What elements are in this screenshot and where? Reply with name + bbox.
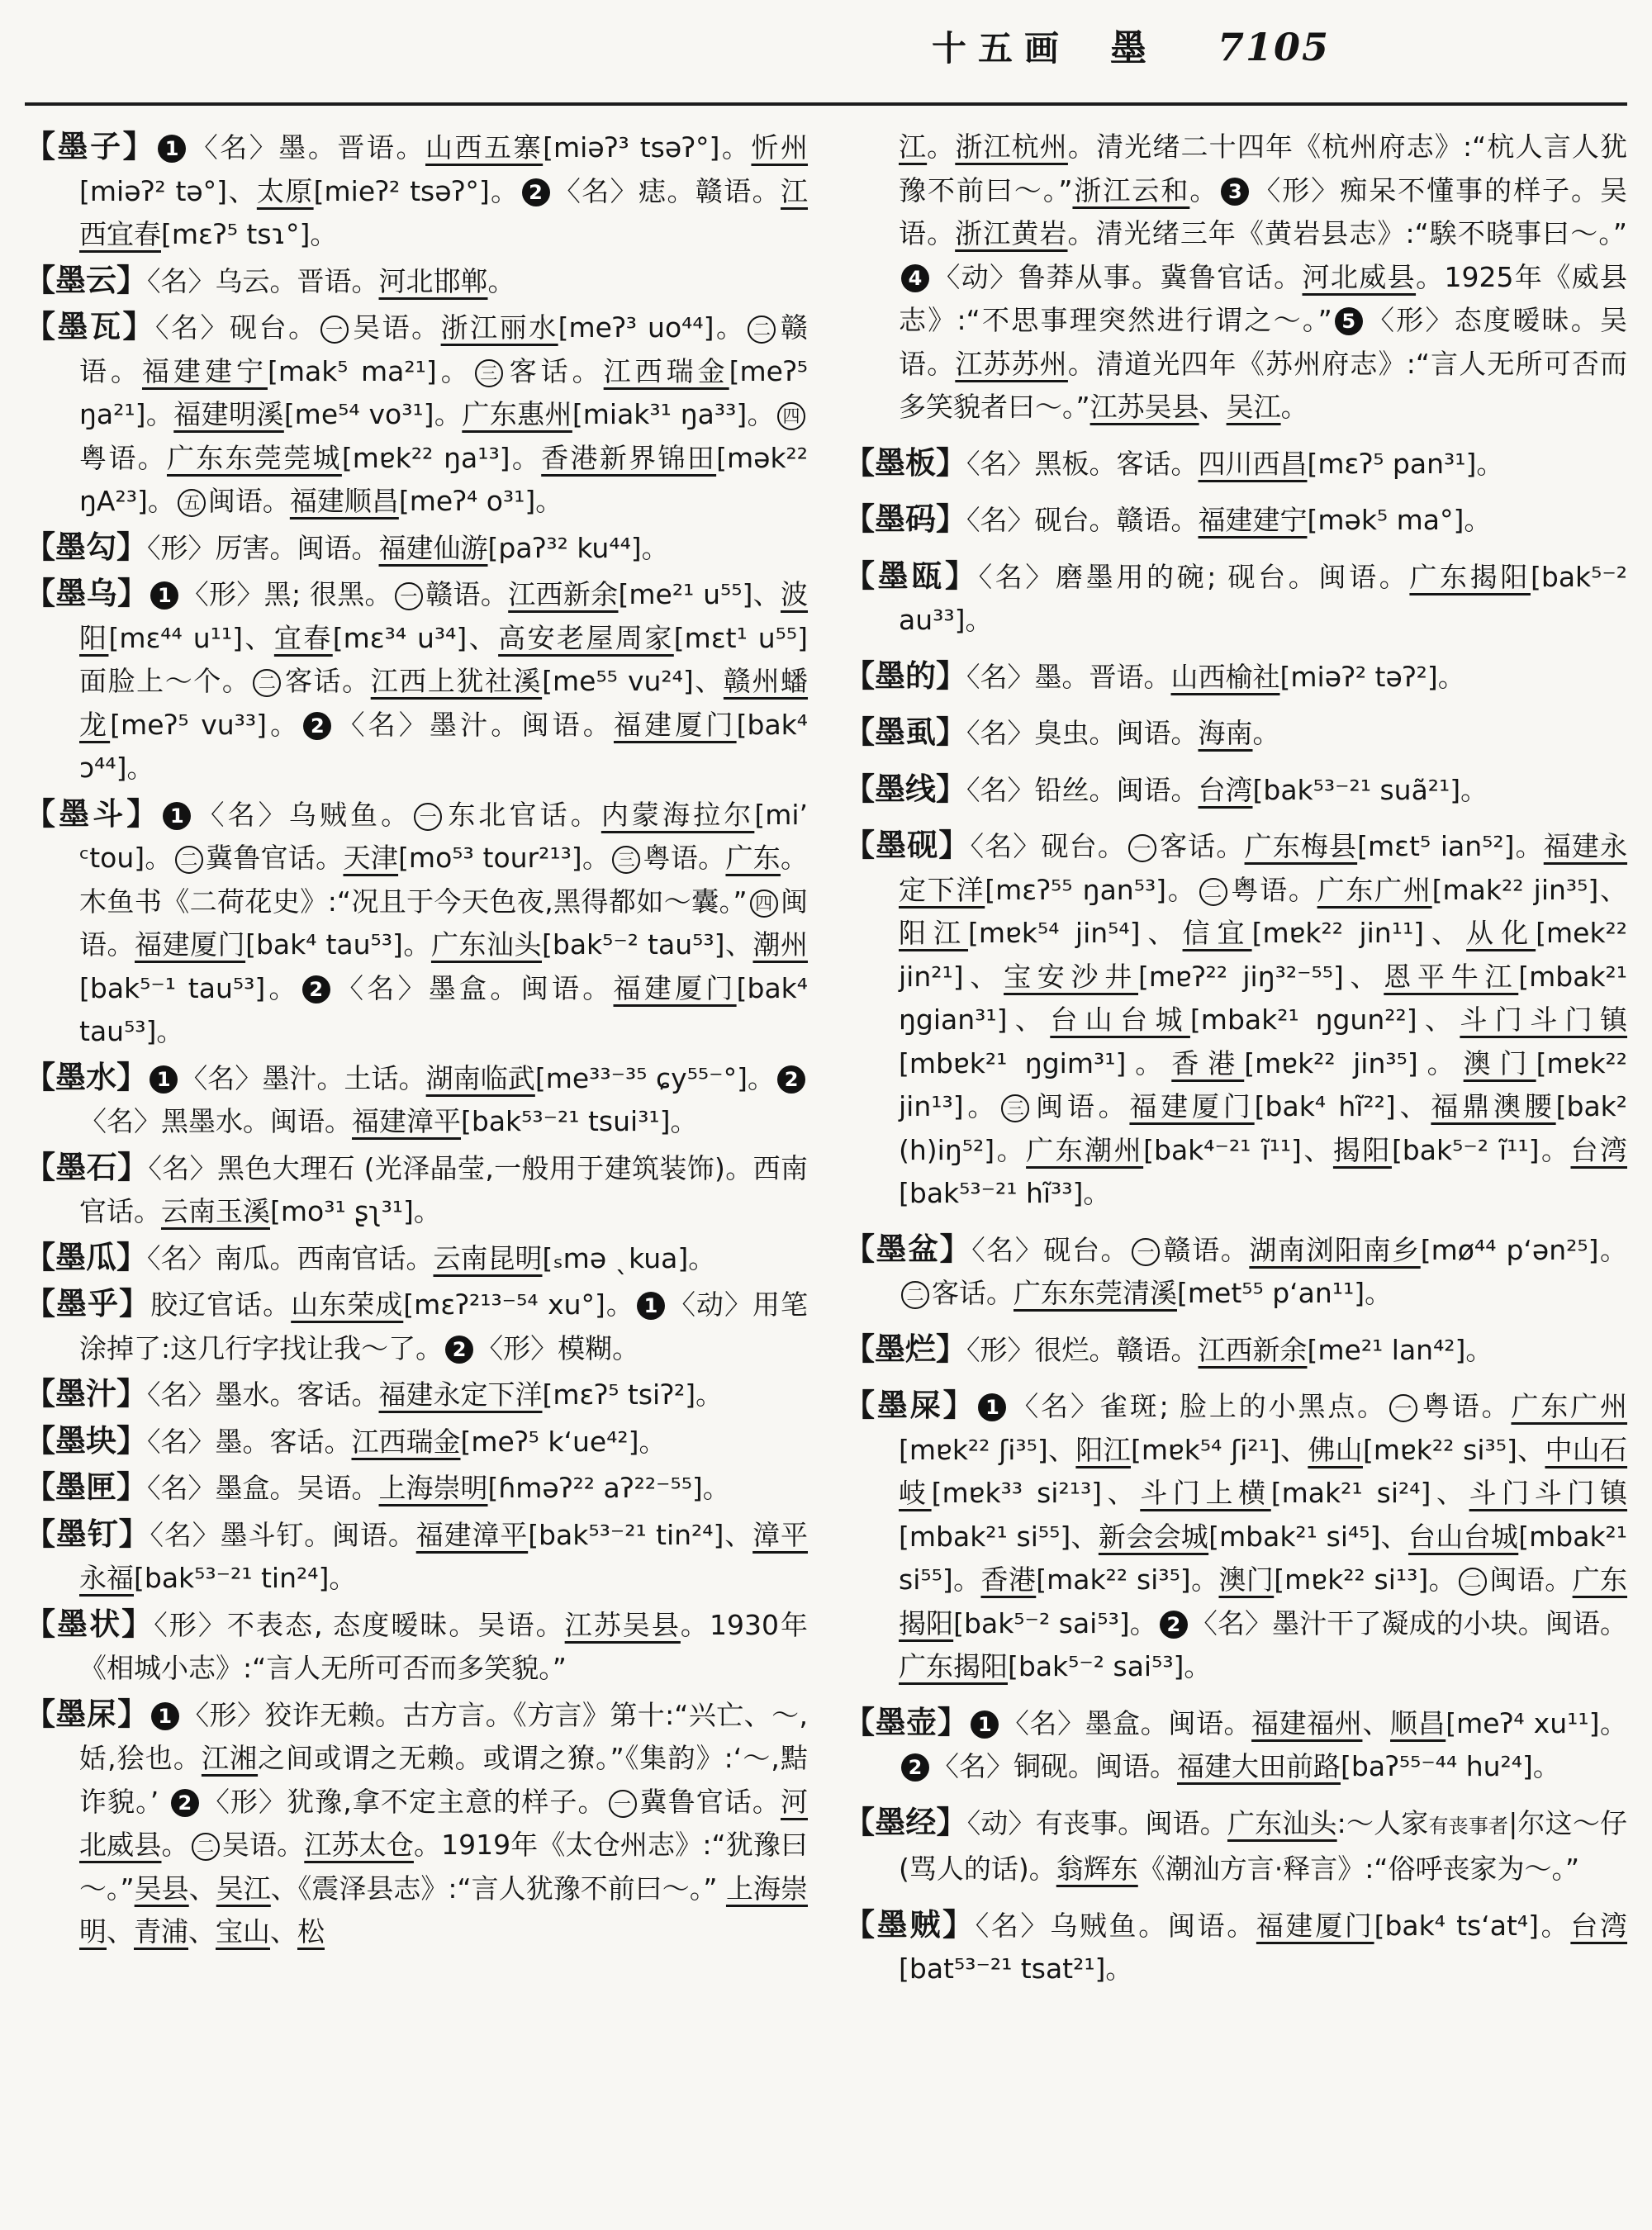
proper-noun: 阳江	[899, 917, 969, 949]
entry-body: 〈名〉铅丝。闽语。台湾[bak⁵³⁻²¹ suã²¹]。	[966, 773, 1488, 806]
subsense-number: 二	[175, 846, 203, 874]
proper-noun: 松	[297, 1915, 325, 1948]
proper-noun: 广东揭阳	[899, 1563, 1628, 1639]
subsense-number: 三	[1001, 1094, 1029, 1122]
proper-noun: 山东荣成	[291, 1288, 404, 1321]
subsense-number: 一	[1389, 1394, 1417, 1422]
entry-headword: 【墨瓜】	[25, 1239, 147, 1275]
proper-noun: 宜春	[273, 621, 333, 654]
proper-noun: 宝安沙井	[1004, 960, 1139, 993]
proper-noun: 福建漳平	[415, 1518, 529, 1551]
sense-number: 1	[978, 1393, 1006, 1421]
dict-entry	[844, 498, 1627, 543]
page-number: 7105	[1217, 25, 1330, 69]
subsense-number: 一	[395, 582, 423, 610]
page-header	[25, 18, 1627, 97]
entry-body: 1 〈名〉墨。晋语。山西五寨[miəʔ³ tsəʔ°]。忻州[miəʔ² tə°]、太原[mieʔ² tsəʔ°]。 2 〈名〉痣。赣语。江西宜春[mɛʔ⁵ tsɿ°]。	[79, 131, 809, 250]
proper-noun: 海南	[1198, 717, 1253, 749]
sense-number: 1	[158, 135, 186, 163]
proper-noun: 内蒙海拉尔	[601, 798, 755, 831]
proper-noun: 云南昆明	[433, 1241, 543, 1274]
subsense-number: 二	[253, 669, 281, 697]
proper-noun: 太原	[256, 174, 314, 207]
proper-noun: 吴县	[134, 1872, 189, 1905]
proper-noun: 忻州	[751, 131, 809, 164]
entry-body: 〈形〉很烂。赣语。江西新余[me²¹ lan⁴²]。	[966, 1333, 1493, 1366]
stroke-section-label: 十五画	[931, 28, 1070, 69]
entry-body: 〈动〉有丧事。闽语。广东汕头:～人家有丧事者|尔这～仔(骂人的话)。翁辉东《潮汕方言·释言》:“俗呼丧家为～。”	[899, 1806, 1628, 1885]
proper-noun: 吴江	[216, 1872, 271, 1905]
proper-noun: 四川西昌	[1198, 447, 1308, 480]
proper-noun: 从化	[1466, 917, 1536, 949]
column-left	[25, 126, 808, 2004]
dict-entry	[25, 526, 808, 571]
entry-body: 〈名〉砚台。 一 客话。广东梅县[mɛt⁵ ian⁵²]。福建永定下洋[mɛʔ⁵⁵ ŋan⁵³]。 二 粤语。广东广州[mak²² jin³⁵]、阳江[mɐk⁵⁴ jin⁵⁴]、信宜[mɐk²² jin¹¹]、从化[mek²² jin²¹]、宝安沙井[mɐʔ²² jiŋ³²⁻⁵⁵]、恩平牛江[mbak²¹ ŋgian³¹]、台山台城[mbak²¹ ŋgun²²]、斗门斗门镇[mbɐk²¹ ŋgim³¹]。香港[mɐk²² jin³⁵]。澳门[mɐk²² jin¹³]。 三 闽语。福建厦门[bak⁴ hĩ²²]、福鼎澳腰[bak² (h)iŋ⁵²]。广东潮州[bak⁴⁻²¹ ĩ¹¹]、揭阳[bak⁵⁻² ĩ¹¹]。台湾[bak⁵³⁻²¹ hĩ³³]。	[899, 830, 1628, 1209]
proper-noun: 台湾	[1570, 1133, 1627, 1166]
proper-noun: 吴江	[1226, 391, 1281, 423]
entry-headword: 【墨经】	[844, 1804, 967, 1840]
entry-headword: 【墨水】	[25, 1059, 148, 1095]
proper-noun: 福建厦门	[135, 928, 246, 961]
dict-entry	[25, 259, 808, 304]
proper-noun: 江西瑞金	[351, 1425, 461, 1458]
column-right	[844, 126, 1627, 2004]
proper-noun: 香港新界锦田	[541, 441, 717, 474]
proper-noun: 福建顺昌	[289, 485, 399, 517]
proper-noun: 湖南临武	[425, 1061, 535, 1094]
entry-headword: 【墨壶】	[844, 1704, 969, 1740]
proper-noun: 广东广州	[1511, 1390, 1628, 1422]
proper-noun: 香港	[1171, 1046, 1245, 1079]
subsense-number: 五	[178, 489, 206, 517]
entry-body: 〈形〉厉害。闽语。福建仙游[paʔ³² ku⁴⁴]。	[147, 531, 669, 564]
proper-noun: 台湾	[1198, 773, 1253, 806]
proper-noun: 波阳	[79, 578, 809, 654]
subsense-number: 三	[475, 359, 503, 387]
dict-entry	[844, 711, 1627, 756]
entry-body: 〈名〉砚台。 一 赣语。湖南浏阳南乡[mø⁴⁴ p‘ən²⁵]。二 客话。广东东莞清溪[met⁵⁵ p‘an¹¹]。	[899, 1234, 1627, 1310]
proper-noun: 江	[899, 130, 928, 163]
proper-noun: 湖南浏阳南乡	[1249, 1233, 1421, 1266]
entry-body: 江。浙江杭州。清光绪二十四年《杭州府志》:“杭人言人犹豫不前曰～。”浙江云和。 3 〈形〉痴呆不懂事的样子。吴语。浙江黄岩。清光绪三年《黄岩县志》:“騃不晓事曰～。”4 〈动〉鲁莽从事。冀鲁官话。河北威县。1925年《威县志》:“不思事理突然进行谓之～。” 5 〈形〉态度暧昧。吴语。江苏苏州。清道光四年《苏州府志》:“言人无所可否而多笑貌者曰～。”江苏吴县、吴江。	[899, 130, 1628, 423]
entry-body: 1 〈形〉狡诈无赖。古方言。《方言》第十:“兴亡、～,姡,狯也。江湘之间或谓之无赖。或谓之獠。”《集韵》:‘～,黠诈貌。’ 2 〈形〉犹豫,拿不定主意的样子。 一 冀鲁官话。河北威县。 二 吴语。江苏太仓。1919年《太仓州志》:“犹豫曰～。”吴县、吴江、《震泽县志》:“言人犹豫不前曰～。” 上海崇明、青浦、宝山、松	[79, 1698, 809, 1948]
sense-number: 4	[901, 264, 929, 292]
entry-headword: 【墨状】	[25, 1606, 154, 1642]
entry-headword: 【墨云】	[25, 262, 147, 298]
proper-noun: 阳江	[1075, 1433, 1131, 1466]
proper-noun: 广东惠州	[462, 398, 572, 430]
sense-number: 1	[637, 1292, 665, 1320]
dict-entry	[844, 1384, 1627, 1689]
subsense-number: 二	[1199, 878, 1227, 906]
proper-noun: 福建福州	[1251, 1706, 1363, 1739]
entry-body: 1 〈名〉乌贼鱼。 一 东北官话。内蒙海拉尔[mi’ ᶜtou]。 二 冀鲁官话。天津[mo⁵³ tour²¹³]。 三 粤语。广东。木鱼书《二荷花史》:“况且于今天色夜,黑得都如～囊。” 四 闽语。福建厦门[bak⁴ tau⁵³]。广东汕头[bak⁵⁻² tau⁵³]、潮州[bak⁵⁻¹ tau⁵³]。 2 〈名〉墨盒。闽语。福建厦门[bak⁴ tau⁵³]。	[79, 798, 809, 1047]
proper-noun: 广东揭阳	[899, 1650, 1008, 1682]
proper-noun: 潮州	[752, 928, 808, 961]
proper-noun: 福建永定下洋	[378, 1378, 543, 1411]
sense-number: 1	[150, 581, 178, 610]
dict-entry	[25, 1466, 808, 1511]
dict-entry	[25, 1420, 808, 1464]
sense-number: 1	[163, 802, 191, 830]
two-column-body	[25, 126, 1627, 2004]
proper-noun: 台山台城	[1408, 1520, 1519, 1553]
sense-number: 2	[302, 975, 330, 1004]
subsense-number: 一	[609, 1790, 637, 1818]
sense-number: 2	[777, 1065, 805, 1094]
entry-body: 1 〈形〉黑; 很黑。 一 赣语。江西新余[me²¹ u⁵⁵]、波阳[mɛ⁴⁴ u¹¹]、宜春[mɛ³⁴ u³⁴]、高安老屋周家[mɛt¹ u⁵⁵] 面脸上～个。 二 客话。江西上犹社溪[me⁵⁵ vu²⁴]、赣州蟠龙[meʔ⁵ vu³³]。 2 〈名〉墨汁。闽语。福建厦门[bak⁴ ɔ⁴⁴]。	[79, 578, 809, 784]
dict-entry	[844, 1801, 1627, 1891]
proper-noun: 新会会城	[1098, 1520, 1209, 1553]
entry-headword: 【墨块】	[25, 1422, 147, 1459]
entry-headword: 【墨勾】	[25, 529, 147, 565]
entry-headword: 【墨石】	[25, 1149, 149, 1185]
proper-noun: 江苏吴县	[1089, 391, 1199, 423]
sense-number: 2	[171, 1789, 199, 1817]
proper-noun: 福建漳平	[352, 1105, 461, 1137]
proper-noun: 翁辉东	[1056, 1853, 1138, 1885]
subsense-number: 四	[750, 890, 778, 918]
proper-noun: 宝山	[216, 1915, 270, 1948]
proper-noun: 江湘	[201, 1742, 259, 1774]
proper-noun: 广东潮州	[1026, 1133, 1144, 1166]
sense-number: 2	[445, 1336, 473, 1364]
sense-number: 1	[150, 1065, 178, 1094]
entry-headword: 【墨板】	[844, 444, 966, 481]
dict-entry	[25, 1693, 808, 1954]
proper-noun: 香港	[980, 1563, 1037, 1596]
proper-noun: 江苏吴县	[564, 1608, 681, 1641]
dict-entry	[25, 126, 808, 257]
dict-entry	[844, 768, 1627, 813]
sense-number: 2	[1160, 1611, 1188, 1639]
proper-noun: 广东广州	[1317, 873, 1432, 906]
entry-headword: 【墨钉】	[25, 1516, 150, 1552]
header-divider	[25, 102, 1627, 106]
dict-entry	[25, 1146, 808, 1234]
dict-entry	[844, 126, 1627, 429]
entry-body: 〈名〉南瓜。西南官话。云南昆明[ₛmə ˎkua]。	[147, 1241, 716, 1274]
dict-entry	[25, 572, 808, 790]
entry-body: 〈名〉乌云。晋语。河北邯郸。	[147, 264, 515, 297]
proper-noun: 恩平牛江	[1384, 960, 1519, 993]
proper-noun: 福建建宁	[1198, 504, 1308, 536]
subsense-number: 二	[748, 316, 776, 344]
proper-noun: 浙江丽水	[440, 311, 558, 344]
proper-noun: 广东梅县	[1244, 830, 1358, 862]
proper-noun: 福建大田前路	[1177, 1750, 1341, 1782]
entry-headword: 【墨的】	[844, 657, 966, 694]
entry-body: 〈名〉墨斗钉。闽语。福建漳平[bak⁵³⁻²¹ tin²⁴]、漳平永福[bak⁵³⁻²¹ tin²⁴]。	[79, 1518, 809, 1594]
entry-body: 〈名〉砚台。赣语。福建建宁[mək⁵ ma°]。	[966, 504, 1492, 536]
sense-number: 1	[151, 1702, 179, 1730]
proper-noun: 福建仙游	[378, 531, 488, 564]
proper-noun: 福鼎澳腰	[1431, 1090, 1556, 1122]
entry-headword: 【墨瓯】	[844, 558, 979, 594]
dict-entry	[25, 793, 808, 1054]
proper-noun: 澳门	[1218, 1563, 1275, 1596]
proper-noun: 上海崇明	[79, 1872, 808, 1948]
subsense-number: 二	[901, 1281, 929, 1309]
proper-noun: 顺昌	[1390, 1706, 1446, 1739]
entry-headword: 【墨斗】	[25, 795, 161, 832]
entry-body: 1 〈名〉雀斑; 脸上的小黑点。 一 粤语。广东广州[mɐk²² ʃi³⁵]、阳江[mɐk⁵⁴ ʃi²¹]、佛山[mɐk²² si³⁵]、中山石岐[mɐk³³ si²¹³]、斗门上横[mak²¹ si²⁴]、斗门斗门镇[mbak²¹ si⁵⁵]、新会会城[mbak²¹ si⁴⁵]、台山台城[mbak²¹ si⁵⁵]。香港[mak²² si³⁵]。澳门[mɐk²² si¹³]。 二 闽语。广东揭阳[bak⁵⁻² sai⁵³]。 2 〈名〉墨汁干了凝成的小块。闽语。广东揭阳[bak⁵⁻² sai⁵³]。	[899, 1390, 1628, 1682]
proper-noun: 台湾	[1570, 1909, 1628, 1942]
proper-noun: 河北威县	[1302, 260, 1417, 293]
proper-noun: 赣州蟠龙	[79, 665, 809, 741]
proper-noun: 信宜	[1182, 917, 1252, 949]
dict-entry	[25, 1283, 808, 1370]
proper-noun: 山西五寨	[425, 131, 544, 164]
entry-headword: 【墨子】	[25, 129, 156, 164]
entry-headword: 【墨盆】	[844, 1231, 972, 1267]
proper-noun: 福建厦门	[613, 708, 737, 741]
proper-noun: 斗门斗门镇	[1469, 1477, 1628, 1509]
proper-noun: 中山石岐	[899, 1433, 1628, 1509]
proper-noun: 高安老屋周家	[498, 621, 674, 654]
subsense-number: 四	[777, 402, 805, 430]
dict-entry	[25, 1373, 808, 1417]
proper-noun: 佛山	[1308, 1433, 1363, 1466]
proper-noun: 广东汕头	[430, 928, 542, 961]
proper-noun: 江苏苏州	[955, 347, 1068, 380]
proper-noun: 漳平永福	[79, 1518, 809, 1594]
subsense-number: 一	[1128, 834, 1156, 862]
entry-headword: 【墨屎】	[844, 1388, 976, 1423]
sense-number: 5	[1335, 307, 1363, 335]
subsense-number: 三	[612, 846, 640, 874]
entry-headword: 【墨贼】	[844, 1906, 976, 1943]
subsense-number: 二	[192, 1833, 220, 1861]
proper-noun: 福建厦门	[1129, 1090, 1255, 1122]
dict-entry	[844, 1701, 1627, 1789]
proper-noun: 广东汕头	[1227, 1806, 1337, 1839]
inline-gloss: 有丧事者	[1428, 1814, 1509, 1838]
proper-noun: 河北威县	[79, 1785, 808, 1861]
proper-noun: 斗门上横	[1140, 1477, 1271, 1509]
entry-headword: 【墨虱】	[844, 714, 966, 750]
proper-noun: 福建建宁	[141, 354, 268, 387]
entry-headword: 【墨码】	[844, 501, 966, 537]
proper-noun: 广东东莞清溪	[1014, 1277, 1177, 1309]
dict-entry	[25, 1236, 808, 1281]
entry-headword: 【墨乌】	[25, 576, 149, 611]
entry-body: 〈名〉墨。客话。江西瑞金[meʔ⁵ k‘ue⁴²]。	[147, 1425, 667, 1458]
dict-entry	[25, 1513, 808, 1601]
proper-noun: 天津	[343, 842, 399, 874]
sense-number: 3	[1221, 178, 1249, 206]
dict-entry	[25, 1603, 808, 1691]
entry-body: 〈名〉墨。晋语。山西榆社[miəʔ² təʔ²]。	[966, 660, 1465, 693]
entry-headword: 【墨乎】	[25, 1286, 151, 1321]
proper-noun: 浙江杭州	[955, 130, 1068, 163]
entry-headword: 【墨瓦】	[25, 309, 156, 344]
entry-body: 〈名〉黑色大理石 (光泽晶莹,一般用于建筑装饰)。西南官话。云南玉溪[mo³¹ ʂʅ³¹]。	[79, 1151, 808, 1227]
dict-entry	[844, 655, 1627, 700]
proper-noun: 江西宜春	[79, 174, 809, 250]
entry-body: 〈形〉不表态, 态度暧昧。吴语。江苏吴县。1930年《相城小志》:“言人无所可否而多笑貌。”	[79, 1608, 809, 1684]
proper-noun: 广东揭阳	[1409, 560, 1531, 593]
dict-entry	[844, 442, 1627, 486]
entry-body: 〈名〉砚台。 一 吴语。浙江丽水[meʔ³ uo⁴⁴]。 二 赣语。福建建宁[mak⁵ ma²¹]。 三 客话。江西瑞金[meʔ⁵ ŋa²¹]。福建明溪[me⁵⁴ vo³¹]。广东惠州[miak³¹ ŋa³³]。 四粤语。广东东莞莞城[mɐk²² ŋa¹³]。香港新界锦田[mək²² ŋA²³]。 五 闽语。福建顺昌[meʔ⁴ o³¹]。	[79, 311, 809, 517]
proper-noun: 台山台城	[1050, 1004, 1190, 1036]
entry-headword: 【墨砚】	[844, 828, 971, 863]
entry-body: 〈名〉磨墨用的碗; 砚台。闽语。广东揭阳[bak⁵⁻² au³³]。	[899, 560, 1628, 636]
proper-noun: 福建明溪	[173, 398, 284, 430]
entry-headword: 【墨烂】	[844, 1331, 966, 1367]
entry-body: 〈名〉黑板。客话。四川西昌[mɛʔ⁵ pan³¹]。	[966, 447, 1504, 480]
entry-headword: 【墨匣】	[25, 1469, 147, 1505]
proper-noun: 揭阳	[1332, 1133, 1392, 1166]
dict-entry	[844, 824, 1627, 1216]
proper-noun: 斗门斗门镇	[1460, 1004, 1628, 1036]
proper-noun: 浙江黄岩	[955, 217, 1068, 249]
proper-noun: 青浦	[134, 1915, 188, 1948]
dict-entry	[25, 306, 808, 524]
entry-body: 1 〈名〉墨汁。土话。湖南临武[me³³⁻³⁵ ɕy⁵⁵⁻°]。 2〈名〉黑墨水。闽语。福建漳平[bak⁵³⁻²¹ tsui³¹]。	[79, 1062, 808, 1138]
dict-entry	[844, 555, 1627, 643]
entry-body: 1 〈名〉墨盒。闽语。福建福州、顺昌[meʔ⁴ xu¹¹]。2 〈名〉铜砚。闽语。福建大田前路[baʔ⁵⁵⁻⁴⁴ hu²⁴]。	[899, 1707, 1627, 1783]
dict-entry	[844, 1904, 1627, 1991]
dict-entry	[844, 1228, 1627, 1316]
proper-noun: 云南玉溪	[161, 1195, 270, 1227]
proper-noun: 上海崇明	[378, 1472, 488, 1504]
proper-noun: 浙江云和	[1072, 173, 1190, 206]
entry-headword: 【墨杘】	[25, 1696, 149, 1732]
subsense-number: 二	[1459, 1568, 1487, 1596]
entry-headword: 【墨汁】	[25, 1376, 147, 1412]
proper-noun: 山西榆社	[1170, 660, 1280, 693]
proper-noun: 广东	[725, 842, 781, 874]
head-character: 墨	[1109, 27, 1146, 69]
sense-number: 2	[303, 712, 331, 740]
entry-body: 〈名〉臭虫。闽语。海南。	[966, 717, 1280, 749]
proper-noun: 福建永定下洋	[899, 830, 1628, 906]
subsense-number: 一	[320, 316, 349, 344]
entry-body: 胶辽官话。山东荣成[mɛʔ²¹³⁻⁵⁴ xu°]。 1 〈动〉用笔涂掉了:这几行字找让我～了。 2 〈形〉模糊。	[79, 1288, 809, 1364]
proper-noun: 澳门	[1463, 1046, 1536, 1079]
sense-number: 2	[522, 178, 550, 206]
proper-noun: 河北邯郸	[378, 264, 488, 297]
dict-entry	[844, 1328, 1627, 1373]
proper-noun: 江苏太仓	[304, 1829, 414, 1861]
subsense-number: 一	[414, 803, 442, 831]
sense-number: 1	[971, 1710, 999, 1739]
sense-number: 2	[901, 1753, 929, 1782]
proper-noun: 广东东莞莞城	[166, 441, 342, 474]
entry-body: 〈名〉墨盒。吴语。上海崇明[ɦməʔ²² aʔ²²⁻⁵⁵]。	[147, 1472, 730, 1504]
proper-noun: 福建厦门	[613, 971, 737, 1004]
proper-noun: 福建厦门	[1256, 1909, 1374, 1942]
proper-noun: 江西新余	[1198, 1333, 1308, 1366]
proper-noun: 江西瑞金	[603, 354, 729, 387]
dict-entry	[25, 1056, 808, 1144]
entry-body: 〈名〉乌贼鱼。闽语。福建厦门[bak⁴ ts‘at⁴]。台湾[bat⁵³⁻²¹ tsat²¹]。	[899, 1909, 1628, 1985]
entry-headword: 【墨线】	[844, 771, 966, 807]
proper-noun: 江西新余	[508, 578, 619, 610]
entry-body: 〈名〉墨水。客话。福建永定下洋[mɛʔ⁵ tsiʔ²]。	[147, 1378, 724, 1411]
subsense-number: 一	[1132, 1238, 1160, 1266]
proper-noun: 江西上犹社溪	[370, 665, 543, 697]
